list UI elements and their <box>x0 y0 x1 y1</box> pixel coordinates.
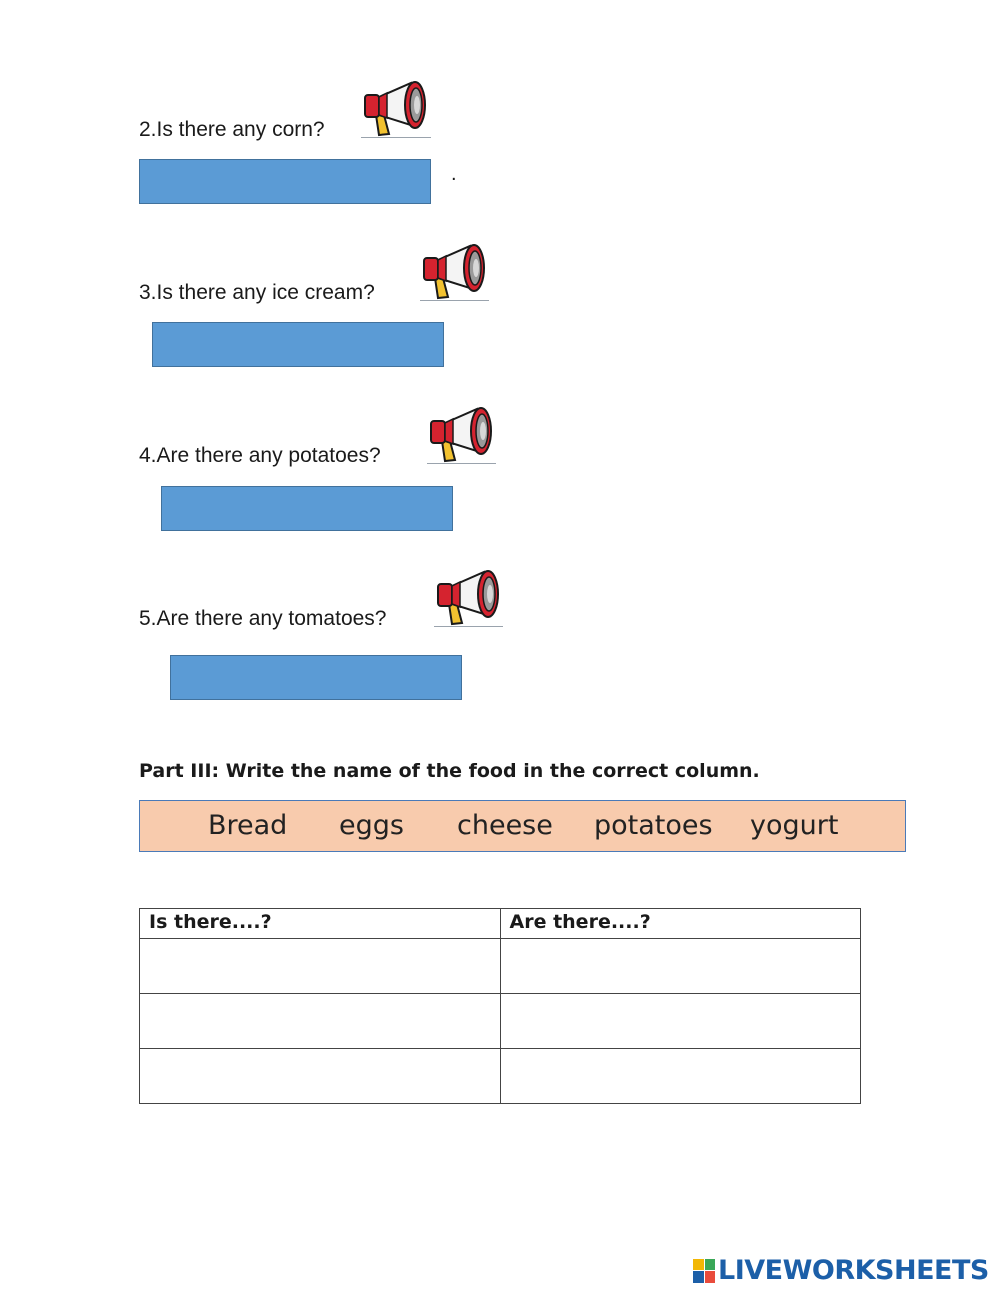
megaphone-icon[interactable] <box>432 568 504 630</box>
answer-cell-are-there[interactable] <box>500 1049 861 1104</box>
word-bank-item[interactable]: Bread <box>208 810 288 841</box>
question-3: 3.Is there any ice cream? <box>139 281 375 304</box>
table-row <box>140 994 861 1049</box>
logo-text: LIVEWORKSHEETS <box>718 1255 989 1286</box>
answer-cell-are-there[interactable] <box>500 994 861 1049</box>
speaker-underline <box>420 300 489 301</box>
table-header-row <box>140 909 861 939</box>
food-columns-table <box>139 908 861 1104</box>
answer-cell-is-there[interactable] <box>140 994 501 1049</box>
logo-mark-icon <box>693 1259 715 1283</box>
answer-box-2[interactable] <box>139 159 431 204</box>
column-header-is-there: Is there....? <box>140 909 501 939</box>
question-5: 5.Are there any tomatoes? <box>139 607 387 630</box>
table-row <box>140 939 861 994</box>
speaker-underline <box>434 626 503 627</box>
question-4: 4.Are there any potatoes? <box>139 444 381 467</box>
table-row <box>140 1049 861 1104</box>
question-2: 2.Is there any corn? <box>139 118 325 141</box>
answer-cell-is-there[interactable] <box>140 939 501 994</box>
trailing-period: . <box>451 163 457 185</box>
answer-box-4[interactable] <box>161 486 453 531</box>
answer-box-3[interactable] <box>152 322 444 367</box>
megaphone-icon[interactable] <box>418 242 490 304</box>
speaker-underline <box>361 137 431 138</box>
megaphone-icon[interactable] <box>425 405 497 467</box>
word-bank-item[interactable]: potatoes <box>594 810 713 841</box>
column-header-are-there: Are there....? <box>500 909 861 939</box>
part-3-heading: Part III: Write the name of the food in the correct column. <box>139 760 760 782</box>
word-bank <box>139 800 906 852</box>
word-bank-item[interactable]: cheese <box>457 810 553 841</box>
megaphone-icon[interactable] <box>359 79 431 141</box>
liveworksheets-logo <box>693 1255 989 1286</box>
word-bank-item[interactable]: yogurt <box>750 810 839 841</box>
speaker-underline <box>427 463 496 464</box>
word-bank-item[interactable]: eggs <box>339 810 404 841</box>
answer-cell-is-there[interactable] <box>140 1049 501 1104</box>
answer-cell-are-there[interactable] <box>500 939 861 994</box>
answer-box-5[interactable] <box>170 655 462 700</box>
